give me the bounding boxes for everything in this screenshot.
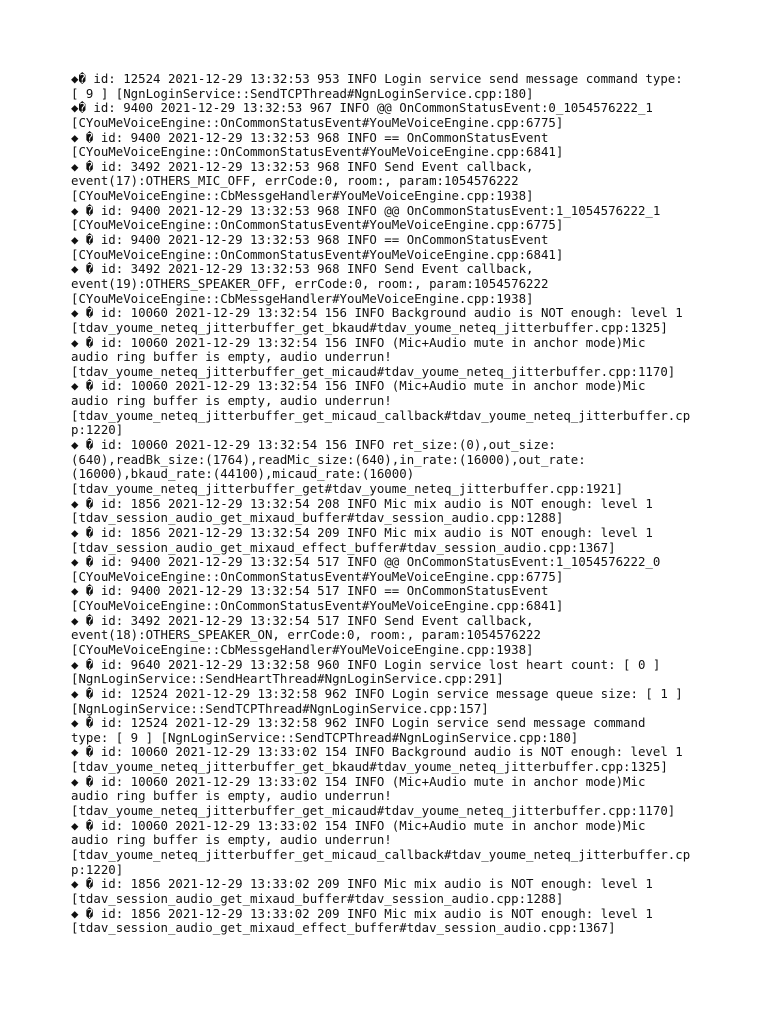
log-line: event(18):OTHERS_SPEAKER_ON, errCode:0, room:, param:1054576222 [71,627,541,643]
log-line: [tdav_session_audio_get_mixaud_effect_buffer#tdav_session_audio.cpp:1367] [71,920,616,936]
log-line: [tdav_session_audio_get_mixaud_buffer#tdav_session_audio.cpp:1288] [71,890,564,906]
log-line: [tdav_youme_neteq_jitterbuffer_get_micaud_callback#tdav_youme_neteq_jitterbuffer.cp [71,407,691,423]
log-line: p:1220] [71,422,124,438]
log-line: ◆ � id: 3492 2021-12-29 13:32:53 968 INFO Send Event callback, [71,261,534,277]
log-line: [CYouMeVoiceEngine::OnCommonStatusEvent#YouMeVoiceEngine.cpp:6775] [71,217,564,233]
log-line: [CYouMeVoiceEngine::OnCommonStatusEvent#YouMeVoiceEngine.cpp:6841] [71,144,564,160]
log-line: ◆ � id: 1856 2021-12-29 13:33:02 209 INFO Mic mix audio is NOT enough: level 1 [71,876,653,892]
log-line: ◆ � id: 10060 2021-12-29 13:33:02 154 INFO (Mic+Audio mute in anchor mode)Mic [71,773,646,789]
log-text-block [71,72,711,936]
log-line: [tdav_youme_neteq_jitterbuffer_get_micaud#tdav_youme_neteq_jitterbuffer.cpp:1170] [71,803,676,819]
log-line: [ 9 ] [NgnLoginService::SendTCPThread#NgnLoginService.cpp:180] [71,85,534,101]
log-line: [tdav_youme_neteq_jitterbuffer_get_micaud_callback#tdav_youme_neteq_jitterbuffer.cp [71,846,691,862]
log-line: ◆ � id: 10060 2021-12-29 13:33:02 154 INFO Background audio is NOT enough: level 1 [71,744,683,760]
log-line: audio ring buffer is empty, audio underrun! [71,393,392,409]
log-line: ◆ � id: 1856 2021-12-29 13:32:54 209 INFO Mic mix audio is NOT enough: level 1 [71,524,653,540]
log-line: (640),readBk_size:(1764),readMic_size:(640),in_rate:(16000),out_rate: [71,451,586,467]
log-line: [tdav_session_audio_get_mixaud_effect_buffer#tdav_session_audio.cpp:1367] [71,539,616,555]
log-line: [tdav_youme_neteq_jitterbuffer_get_bkaud#tdav_youme_neteq_jitterbuffer.cpp:1325] [71,759,668,775]
log-line: [tdav_youme_neteq_jitterbuffer_get#tdav_youme_neteq_jitterbuffer.cpp:1921] [71,480,624,496]
log-line: audio ring buffer is empty, audio underrun! [71,349,392,365]
log-line: ◆ � id: 10060 2021-12-29 13:32:54 156 INFO (Mic+Audio mute in anchor mode)Mic [71,334,646,350]
log-line: audio ring buffer is empty, audio underrun! [71,832,392,848]
log-line: audio ring buffer is empty, audio underrun! [71,788,392,804]
log-line: [CYouMeVoiceEngine::OnCommonStatusEvent#YouMeVoiceEngine.cpp:6775] [71,568,564,584]
log-line: ◆ � id: 10060 2021-12-29 13:32:54 156 INFO ret_size:(0),out_size: [71,437,556,453]
log-line: [tdav_youme_neteq_jitterbuffer_get_bkaud#tdav_youme_neteq_jitterbuffer.cpp:1325] [71,319,668,335]
log-line: [CYouMeVoiceEngine::OnCommonStatusEvent#YouMeVoiceEngine.cpp:6775] [71,114,564,130]
log-line: [tdav_session_audio_get_mixaud_buffer#tdav_session_audio.cpp:1288] [71,510,564,526]
log-line: [CYouMeVoiceEngine::CbMessgeHandler#YouMeVoiceEngine.cpp:1938] [71,290,534,306]
log-line: ◆ � id: 9400 2021-12-29 13:32:54 517 INFO == OnCommonStatusEvent [71,583,549,599]
log-line: event(19):OTHERS_SPEAKER_OFF, errCode:0, room:, param:1054576222 [71,275,549,291]
log-line: ◆ � id: 10060 2021-12-29 13:32:54 156 INFO (Mic+Audio mute in anchor mode)Mic [71,378,646,394]
log-line: [CYouMeVoiceEngine::OnCommonStatusEvent#YouMeVoiceEngine.cpp:6841] [71,246,564,262]
log-line: ◆ � id: 3492 2021-12-29 13:32:53 968 INFO Send Event callback, [71,158,534,174]
log-line: [CYouMeVoiceEngine::CbMessgeHandler#YouMeVoiceEngine.cpp:1938] [71,188,534,204]
log-line: [tdav_youme_neteq_jitterbuffer_get_micaud#tdav_youme_neteq_jitterbuffer.cpp:1170] [71,363,676,379]
log-line: ◆ � id: 10060 2021-12-29 13:33:02 154 INFO (Mic+Audio mute in anchor mode)Mic [71,817,646,833]
log-line: [CYouMeVoiceEngine::CbMessgeHandler#YouMeVoiceEngine.cpp:1938] [71,641,534,657]
log-line: ◆ � id: 12524 2021-12-29 13:32:58 962 INFO Login service send message command [71,715,646,731]
log-line: (16000),bkaud_rate:(44100),micaud_rate:(16000) [71,466,415,482]
log-line: ◆ � id: 9400 2021-12-29 13:32:53 968 INFO == OnCommonStatusEvent [71,129,549,145]
log-line: ◆ � id: 9400 2021-12-29 13:32:53 968 INFO == OnCommonStatusEvent [71,232,549,248]
log-line: ◆ � id: 3492 2021-12-29 13:32:54 517 INFO Send Event callback, [71,612,534,628]
log-line: ◆� id: 9400 2021-12-29 13:32:53 967 INFO @@ OnCommonStatusEvent:0_1054576222_1 [71,100,653,116]
log-line: ◆ � id: 10060 2021-12-29 13:32:54 156 INFO Background audio is NOT enough: level 1 [71,305,683,321]
log-line: ◆� id: 12524 2021-12-29 13:32:53 953 INFO Login service send message command type: [71,71,683,86]
log-line: ◆ � id: 1856 2021-12-29 13:33:02 209 INFO Mic mix audio is NOT enough: level 1 [71,905,653,921]
log-line: ◆ � id: 9400 2021-12-29 13:32:53 968 INFO @@ OnCommonStatusEvent:1_1054576222_1 [71,202,661,218]
log-line: [NgnLoginService::SendHeartThread#NgnLoginService.cpp:291] [71,671,504,687]
log-line: ◆ � id: 1856 2021-12-29 13:32:54 208 INFO Mic mix audio is NOT enough: level 1 [71,495,653,511]
log-line: [CYouMeVoiceEngine::OnCommonStatusEvent#YouMeVoiceEngine.cpp:6841] [71,598,564,614]
log-line: ◆ � id: 12524 2021-12-29 13:32:58 962 INFO Login service message queue size: [ 1 ] [71,685,683,701]
log-line: p:1220] [71,861,124,877]
log-line: [NgnLoginService::SendTCPThread#NgnLoginService.cpp:157] [71,700,489,716]
log-line: type: [ 9 ] [NgnLoginService::SendTCPThread#NgnLoginService.cpp:180] [71,729,579,745]
log-line: event(17):OTHERS_MIC_OFF, errCode:0, room:, param:1054576222 [71,173,519,189]
log-line: ◆ � id: 9640 2021-12-29 13:32:58 960 INFO Login service lost heart count: [ 0 ] [71,656,661,672]
log-line: ◆ � id: 9400 2021-12-29 13:32:54 517 INFO @@ OnCommonStatusEvent:1_1054576222_0 [71,554,661,570]
